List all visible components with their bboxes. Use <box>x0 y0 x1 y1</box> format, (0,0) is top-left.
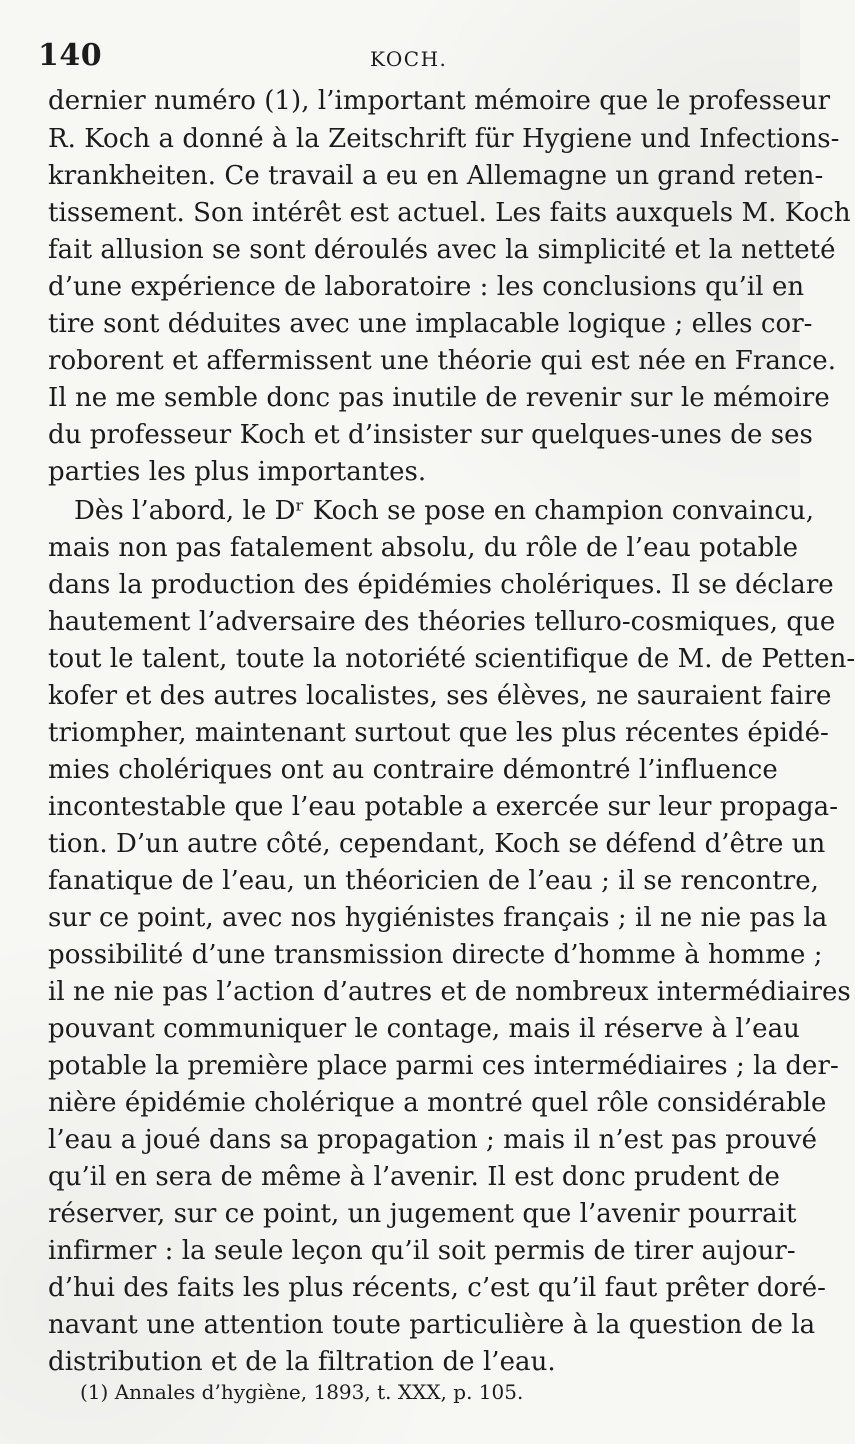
page-header <box>38 39 758 79</box>
text-line-17: kofer et des autres localistes, ses élèves, ne sauraient faire <box>48 681 832 711</box>
text-line-1: dernier numéro (1), l’important mémoire que le professeur <box>48 86 831 116</box>
running-head: KOCH. <box>370 47 448 71</box>
text-line-12: Dès l’abord, le Dʳ Koch se pose en champion convaincu, <box>74 496 815 526</box>
text-line-9: Il ne me semble donc pas inutile de revenir sur le mémoire <box>48 383 830 413</box>
text-line-35: distribution et de la filtration de l’eau. <box>48 1347 556 1377</box>
text-line-10: du professeur Koch et d’insister sur quelques-unes de ses <box>48 420 813 450</box>
text-line-27: potable la première place parmi ces intermédiaires ; la der- <box>48 1051 839 1081</box>
text-line-29: l’eau a joué dans sa propagation ; mais il n’est pas prouvé <box>48 1125 818 1155</box>
text-line-14: dans la production des épidémies cholériques. Il se déclare <box>48 570 834 600</box>
text-line-25: il ne nie pas l’action d’autres et de nombreux intermédiaires <box>48 977 851 1007</box>
text-line-6: d’une expérience de laboratoire : les conclusions qu’il en <box>48 272 805 302</box>
text-line-3: krankheiten. Ce travail a eu en Allemagne un grand reten- <box>48 161 824 191</box>
text-line-34: navant une attention toute particulière à la question de la <box>48 1310 816 1340</box>
text-line-30: qu’il en sera de même à l’avenir. Il est donc prudent de <box>48 1162 780 1192</box>
text-line-11: parties les plus importantes. <box>48 457 427 487</box>
text-line-19: mies cholériques ont au contraire démontré l’influence <box>48 755 778 785</box>
text-line-13: mais non pas fatalement absolu, du rôle de l’eau potable <box>48 533 799 563</box>
text-line-31: réserver, sur ce point, un jugement que l’avenir pourrait <box>48 1199 797 1229</box>
text-line-26: pouvant communiquer le contage, mais il réserve à l’eau <box>48 1014 800 1044</box>
text-line-4: tissement. Son intérêt est actuel. Les faits auxquels M. Koch <box>48 198 851 228</box>
text-line-22: fanatique de l’eau, un théoricien de l’eau ; il se rencontre, <box>48 866 820 896</box>
footnote: (1) Annales d’hygiène, 1893, t. XXX, p. 105. <box>80 1380 524 1404</box>
text-line-15: hautement l’adversaire des théories telluro-cosmiques, que <box>48 607 836 637</box>
text-line-20: incontestable que l’eau potable a exercée sur leur propaga- <box>48 792 839 822</box>
page-number: 140 <box>38 38 103 73</box>
text-line-2: R. Koch a donné à la Zeitschrift für Hygiene und Infections- <box>48 124 840 154</box>
text-line-7: tire sont déduites avec une implacable logique ; elles cor- <box>48 309 813 339</box>
text-line-24: possibilité d’une transmission directe d’homme à homme ; <box>48 940 823 970</box>
text-line-21: tion. D’un autre côté, cependant, Koch se défend d’être un <box>48 829 826 859</box>
text-line-33: d’hui des faits les plus récents, c’est qu’il faut prêter doré- <box>48 1273 826 1303</box>
text-line-8: roborent et affermissent une théorie qui est née en France. <box>48 346 837 376</box>
text-line-28: nière épidémie cholérique a montré quel rôle considérable <box>48 1088 827 1118</box>
text-line-18: triompher, maintenant surtout que les plus récentes épidé- <box>48 718 829 748</box>
text-line-32: infirmer : la seule leçon qu’il soit permis de tirer aujour- <box>48 1236 796 1266</box>
text-line-23: sur ce point, avec nos hygiénistes français ; il ne nie pas la <box>48 903 828 933</box>
text-line-5: fait allusion se sont déroulés avec la simplicité et la netteté <box>48 235 836 265</box>
text-line-16: tout le talent, toute la notoriété scientifique de M. de Petten- <box>48 644 855 674</box>
